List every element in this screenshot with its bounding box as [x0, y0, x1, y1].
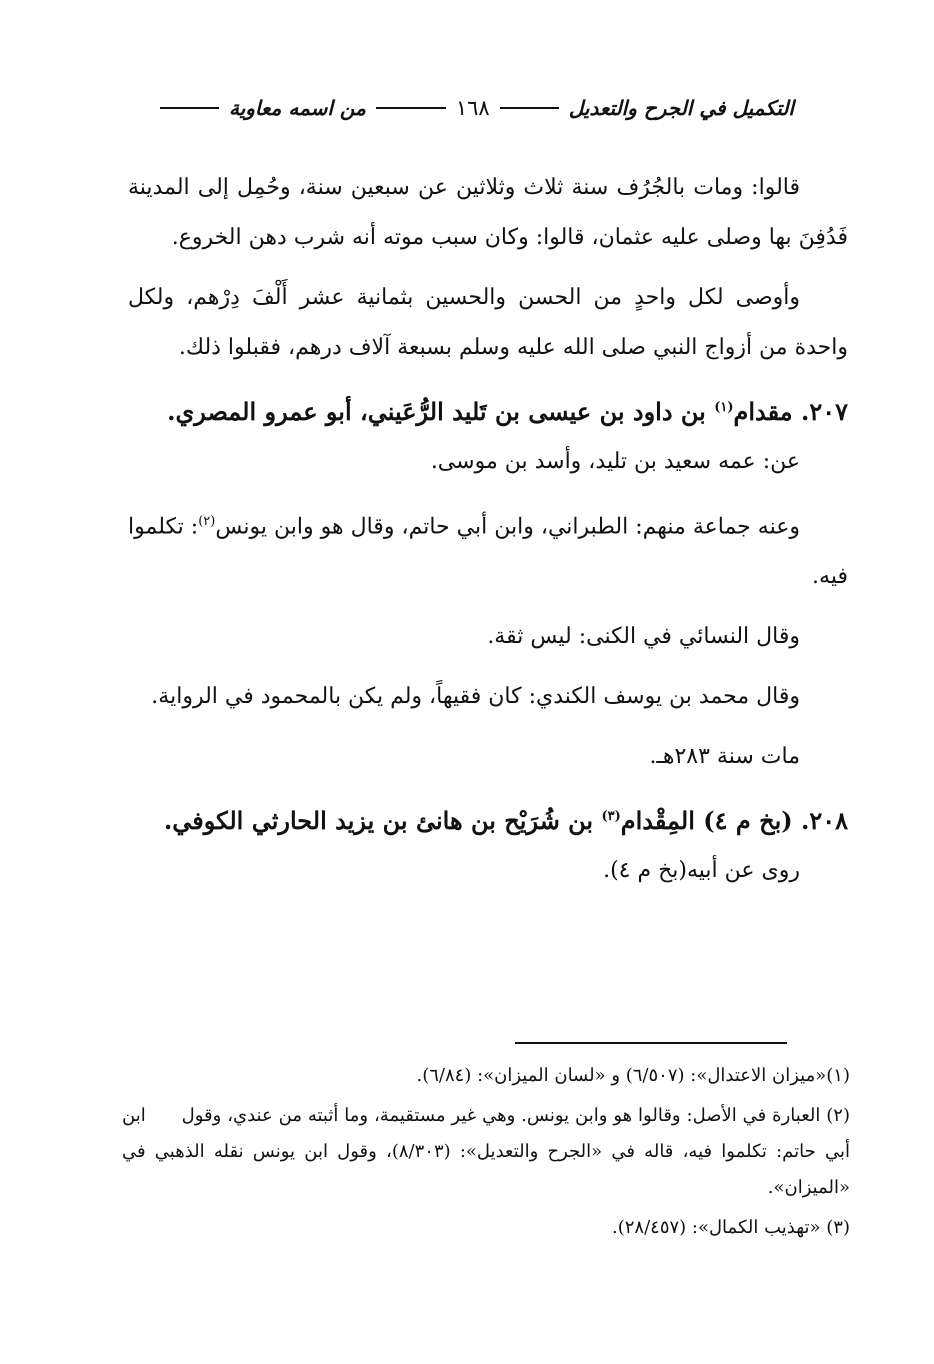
entry-sigla: (بخ م ٤)	[703, 806, 793, 836]
paragraph: مات سنة ٢٨٣هـ.	[649, 744, 800, 770]
paragraph: وأوصى لكل واحدٍ من الحسن والحسين بثمانية عشر أَلْفَ دِرْهم، ولكل واحدة من أزواج النبي صلى الله عليه وسلم بسبعة آلاف درهم، فقبلوا ذلك.	[128, 285, 848, 360]
entry-lineage: بن شُرَيْح بن هانئ بن يزيد الحارثي الكوفي.	[163, 806, 594, 836]
footnote-ref: (٢)	[198, 514, 216, 529]
entry-number: ٢٠٧.	[800, 397, 848, 426]
header-rule	[160, 107, 219, 109]
section-title: من اسمه معاوية	[228, 96, 366, 120]
footnote-ref: (١)	[714, 400, 734, 415]
header-rule	[376, 107, 446, 109]
main-text	[128, 163, 848, 896]
paragraph: وقال النسائي في الكنى: ليس ثقة.	[487, 624, 800, 650]
paragraph: وقال محمد بن يوسف الكندي: كان فقيهاً، ولم يكن بالمحمود في الرواية.	[151, 684, 800, 710]
footnote-1: (١)«ميزان الاعتدال»: (٦/٥٠٧) و «لسان الميزان»: (٦/٨٤).	[416, 1065, 850, 1086]
footnote-ref: (٣)	[601, 809, 621, 825]
page-number: ١٦٨	[455, 96, 490, 120]
footnote-text: (٢) العبارة في الأصل: وقالوا هو وابن يونس. وهي غير مستقيمة، وما أثبته من عندي، وقول	[181, 1105, 850, 1126]
paragraph-text: : تكلموا فيه.	[128, 514, 848, 590]
footnotes	[122, 1058, 850, 1250]
book-title: التكميل في الجرح والتعديل	[568, 96, 794, 120]
entry-heading-208	[128, 792, 848, 846]
entry-number: ٢٠٨.	[800, 806, 848, 836]
paragraph: عن: عمه سعيد بن تليد، وأسد بن موسى.	[430, 449, 800, 474]
footnote-2	[122, 1098, 850, 1206]
entry-heading-207	[128, 383, 848, 437]
entry-lineage: بن داود بن عيسى بن تَليد الرُّعَيني، أبو عمرو المصري.	[167, 397, 706, 426]
running-header	[160, 96, 794, 120]
paragraph	[128, 497, 848, 602]
footnote-3: (٣) «تهذيب الكمال»: (٢٨/٤٥٧).	[612, 1217, 850, 1238]
footnote-text: ابن أبي حاتم: تكلموا فيه، قاله في «الجرح والتعديل»: (٨/٣٠٣)، وقول ابن يونس نقله الذهبي في «الميزان».	[122, 1105, 850, 1198]
entry-name: المِقْدام	[620, 806, 695, 836]
header-rule	[500, 107, 559, 109]
paragraph: قالوا: ومات بالجُرُف سنة ثلاث وثلاثين عن سبعين سنة، وحُمِل إلى المدينة فَدُفِنَ بها وصلى عليه عثمان، قالوا: وكان سبب موته أنه شرب دهن الخروع.	[128, 175, 848, 250]
paragraph: روى عن أبيه(بخ م ٤).	[603, 858, 800, 884]
paragraph-text: وعنه جماعة منهم: الطبراني، وابن أبي حاتم، وقال هو وابن يونس	[215, 514, 800, 540]
entry-name: مقدام	[733, 397, 793, 426]
footnote-separator	[515, 1042, 787, 1044]
